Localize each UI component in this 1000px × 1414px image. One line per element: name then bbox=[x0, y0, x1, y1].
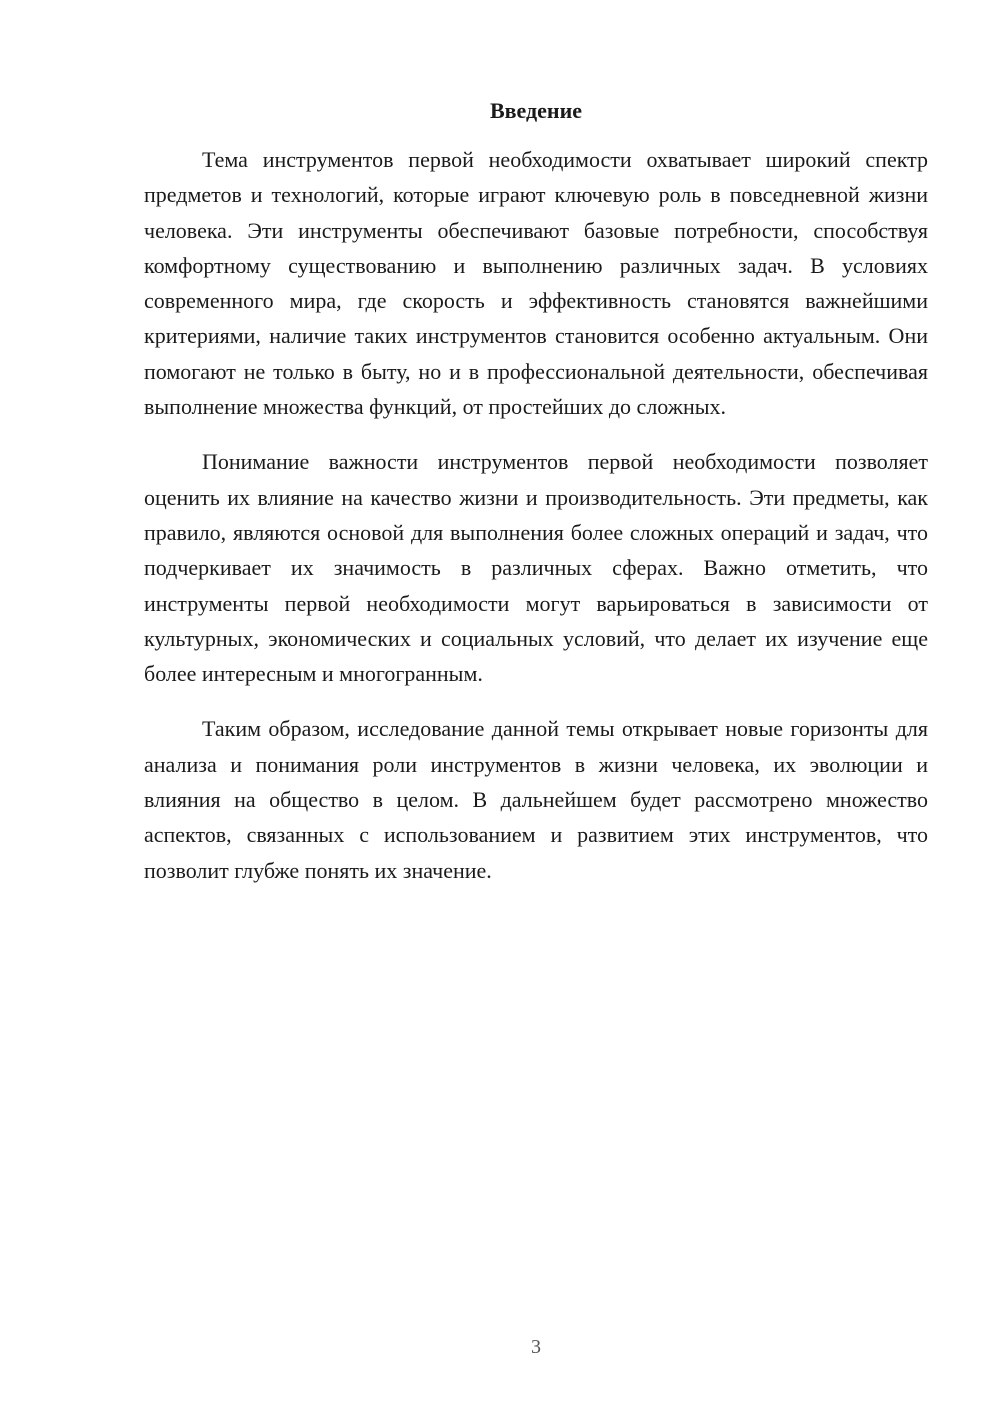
document-body bbox=[144, 142, 928, 908]
paragraph-1: Тема инструментов первой необходимости охватывает широкий спектр предметов и технологий, которые играют ключевую роль в повседневной жизни человека. Эти инструменты обеспечивают базовые потребности, способствуя комфортному существованию и выполнению различных задач. В условиях современного мира, где скорость и эффективность становятся важнейшими критериями, наличие таких инструментов становится особенно актуальным. Они помогают не только в быту, но и в профессиональной деятельности, обеспечивая выполнение множества функций, от простейших до сложных. bbox=[144, 147, 928, 420]
page-number: 3 bbox=[531, 1336, 541, 1358]
paragraph-2: Понимание важности инструментов первой необходимости позволяет оценить их влияние на качество жизни и производительность. Эти предметы, как правило, являются основой для выполнения более сложных операций и задач, что подчеркивает их значимость в различных сферах. Важно отметить, что инструменты первой необходимости могут варьироваться в зависимости от культурных, экономических и социальных условий, что делает их изучение еще более интересным и многогранным. bbox=[144, 449, 928, 687]
page-title: Введение bbox=[489, 98, 583, 123]
paragraph-3: Таким образом, исследование данной темы открывает новые горизонты для анализа и понимания роли инструментов в жизни человека, их эволюции и влияния на общество в целом. В дальнейшем будет рассмотрено множество аспектов, связанных с использованием и развитием этих инструментов, что позволит глубже понять их значение. bbox=[144, 716, 928, 883]
